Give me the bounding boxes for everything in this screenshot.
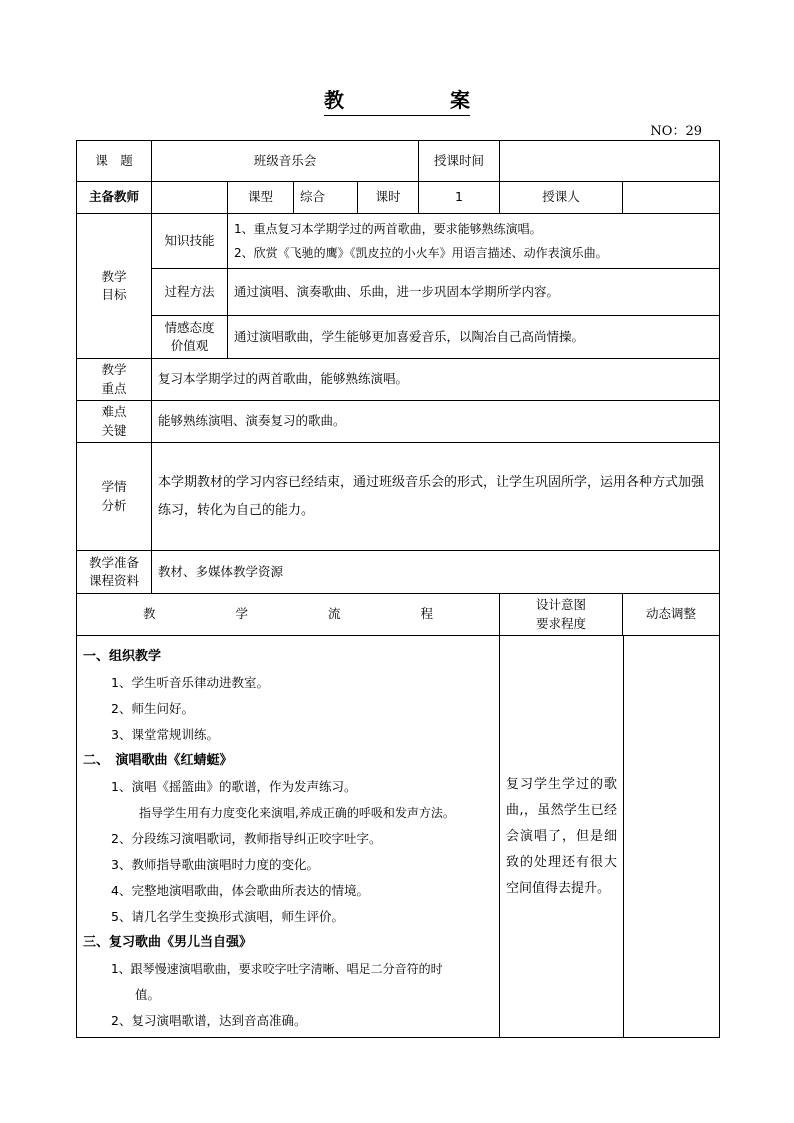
prep-label: 教学准备 课程资料 — [77, 551, 152, 594]
list-item: 2、师生问好。 — [111, 701, 194, 716]
process-method-value: 通过演唱、演奏歌曲、乐曲，进一步巩固本学期所学内容。 — [228, 269, 720, 316]
flow-header: 教 学 流 程 — [77, 594, 500, 636]
title-char-1: 教 — [324, 88, 344, 112]
course-label: 课 题 — [77, 141, 152, 182]
document-number: NO：29 — [650, 124, 702, 139]
course-value: 班级音乐会 — [152, 141, 419, 182]
adjust-header-label: 动态调整 — [646, 606, 697, 622]
list-item: 1、学生听音乐律动进教室。 — [111, 675, 269, 690]
knowledge-label: 知识技能 — [152, 214, 228, 269]
emotion-label: 情感态度 价值观 — [152, 316, 228, 359]
design-intent-text: 复习学生学过的歌曲,，虽然学生已经会演唱了，但是细致的处理还有很大空间值得去提升。 — [506, 776, 618, 896]
lesson-plan-table — [76, 140, 720, 1038]
process-method-label: 过程方法 — [152, 269, 228, 316]
hours-value: 1 — [419, 182, 500, 214]
difficulty-value: 能够熟练演唱、演奏复习的歌曲。 — [152, 401, 720, 443]
teacher-label: 主备教师 — [77, 182, 152, 214]
lecturer-label: 授课人 — [500, 182, 623, 214]
hours-label: 课时 — [358, 182, 419, 214]
adjust-header — [623, 594, 720, 636]
time-value — [500, 141, 720, 182]
list-item: 2、复习演唱歌谱，达到音高准确。 — [111, 1013, 307, 1028]
teacher-value — [152, 182, 228, 214]
list-item: 3、教师指导歌曲演唱时力度的变化。 — [111, 857, 319, 872]
list-item: 5、请几名学生变换形式演唱，师生评价。 — [111, 909, 344, 924]
title-char-2: 案 — [450, 88, 470, 112]
design-intent-header: 设计意图 要求程度 — [500, 594, 623, 636]
goals-label: 教学 目标 — [77, 214, 152, 359]
situation-label: 学情 分析 — [77, 443, 152, 551]
list-item: 指导学生用有力度变化来演唱,养成正确的呼吸和发声方法。 — [139, 806, 455, 820]
section-1-heading: 一、组织教学 — [83, 649, 162, 664]
type-label: 课型 — [228, 182, 294, 214]
lecturer-value — [623, 182, 720, 214]
section-3-heading: 三、复习歌曲《男儿当自强》 — [83, 935, 253, 950]
page-title — [0, 84, 794, 114]
emotion-value: 通过演唱歌曲，学生能够更加喜爱音乐，以陶冶自己高尚情操。 — [228, 316, 720, 359]
difficulty-label: 难点 关键 — [77, 401, 152, 443]
list-item: 3、课堂常规训练。 — [111, 727, 219, 742]
focus-value: 复习本学期学过的两首歌曲，能够熟练演唱。 — [152, 359, 720, 401]
focus-label: 教学 重点 — [77, 359, 152, 401]
list-item: 值。 — [135, 987, 161, 1002]
time-label: 授课时间 — [419, 141, 500, 182]
section-2-heading: 二、 演唱歌曲《红蜻蜓》 — [83, 753, 233, 768]
list-item: 1、跟琴慢速演唱歌曲，要求咬字吐字清晰、唱足二分音符的时 — [111, 962, 443, 976]
knowledge-value: 1、重点复习本学期学过的两首歌曲，要求能够熟练演唱。 2、欣赏《飞驰的鹰》《凯皮拉的小火车》用语言描述、动作表演乐曲。 — [228, 214, 720, 269]
design-intent-cell — [500, 636, 720, 1038]
process-content — [77, 636, 500, 1038]
situation-value: 本学期教材的学习内容已经结束，通过班级音乐会的形式，让学生巩固所学，运用各种方式加强练习，转化为自己的能力。 — [152, 443, 720, 551]
list-item: 4、完整地演唱歌曲，体会歌曲所表达的情境。 — [111, 883, 369, 898]
type-value: 综合 — [294, 182, 358, 214]
list-item: 2、分段练习演唱歌词，教师指导纠正咬字吐字。 — [111, 831, 382, 846]
prep-value: 教材、多媒体教学资源 — [152, 551, 720, 594]
list-item: 1、演唱《摇篮曲》的歌谱，作为发声练习。 — [111, 779, 357, 794]
dynamic-adjust-cell — [624, 636, 719, 1037]
